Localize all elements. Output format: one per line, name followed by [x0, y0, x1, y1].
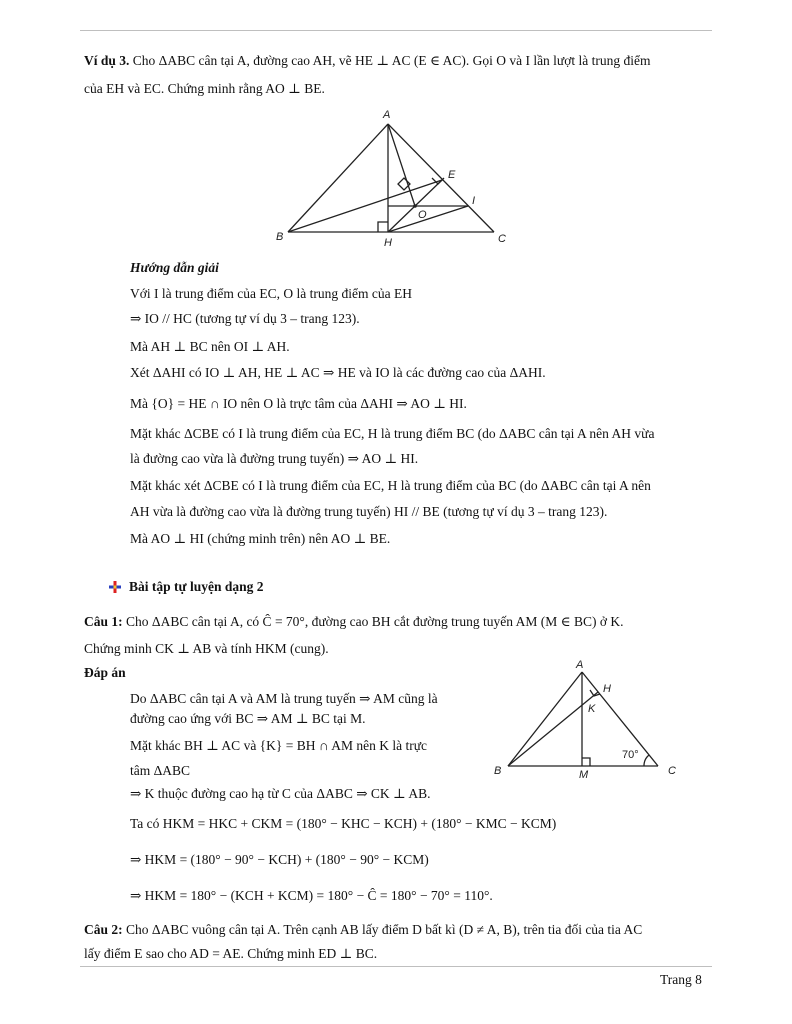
- altitude-bh: [508, 692, 598, 766]
- label-c: C: [668, 765, 676, 777]
- edge-ac: [582, 672, 658, 766]
- label-o: O: [418, 209, 427, 221]
- answer-label: Đáp án: [84, 665, 126, 680]
- solution-line: Mà AH ⊥ BC nên OI ⊥ AH.: [130, 339, 290, 354]
- answer-line: Do ΔABC cân tại A và AM là trung tuyến ⇒ AM cũng là: [130, 691, 438, 706]
- point-o: [413, 204, 417, 208]
- example3-heading: Ví dụ 3.: [84, 53, 130, 68]
- label-b: B: [494, 765, 502, 777]
- solution-line: là đường cao vừa là đường trung tuyến) ⇒ AO ⊥ HI.: [130, 451, 419, 466]
- label-e: E: [448, 169, 456, 181]
- label-m: M: [579, 769, 589, 781]
- example3-line1: [84, 52, 651, 70]
- q1-label: Câu 1:: [84, 614, 123, 629]
- label-h: H: [603, 683, 611, 695]
- label-a: A: [383, 109, 391, 121]
- solution-title: Hướng dẫn giải: [130, 260, 219, 275]
- answer-line: Ta có HKM = HKC + CKM = (180° − KHC − KCH) + (180° − KMC − KCM): [130, 816, 557, 831]
- label-h: H: [384, 237, 392, 249]
- label-i: I: [472, 195, 476, 207]
- solution-line: Mặt khác xét ΔCBE có I là trung điểm của EC, H là trung điểm của BC (do ΔABC cân tại A nên: [130, 478, 651, 493]
- angle-c-arc: [644, 755, 649, 766]
- answer-line: đường cao ứng với BC ⇒ AM ⊥ BC tại M.: [130, 711, 366, 726]
- label-b: B: [276, 231, 284, 243]
- q1-text-line1: Cho ΔABC cân tại A, có Ĉ = 70°, đường cao BH cắt đường trung tuyến AM (M ∈ BC) ở K.: [126, 614, 624, 629]
- example3-problem-line2: của EH và EC. Chứng minh rằng AO ⊥ BE.: [84, 81, 325, 96]
- solution-line: Mà AO ⊥ HI (chứng minh trên) nên AO ⊥ BE.: [130, 531, 391, 546]
- q1-text-line2: Chứng minh CK ⊥ AB và tính HKM (cung).: [84, 641, 329, 656]
- solution-line: AH vừa là đường cao vừa là đường trung tuyến) HI // BE (tương tự ví dụ 3 – trang 123).: [130, 504, 608, 519]
- solution-line: ⇒ IO // HC (tương tự ví dụ 3 – trang 123).: [130, 311, 360, 326]
- answer-line: ⇒ K thuộc đường cao hạ từ C của ΔABC ⇒ CK ⊥ AB.: [130, 786, 431, 801]
- right-angle-h: [378, 222, 388, 232]
- q2-text-line1: Cho ΔABC vuông cân tại A. Trên cạnh AB lấy điểm D bất kì (D ≠ A, B), trên tia đối của tia AC: [126, 922, 643, 937]
- answer-line: ⇒ HKM = (180° − 90° − KCH) + (180° − 90° − KCM): [130, 852, 429, 867]
- example3-problem-line1: Cho ΔABC cân tại A, đường cao AH, vẽ HE ⊥ AC (E ∈ AC). Gọi O và I lần lượt là trung điểm: [132, 53, 651, 68]
- q2-label: Câu 2:: [84, 922, 123, 937]
- label-c: C: [498, 233, 506, 245]
- right-angle-m: [582, 758, 590, 766]
- bullet-cross-icon: [109, 581, 121, 593]
- answer-line: ⇒ HKM = 180° − (KCH + KCM) = 180° − Ĉ = 180° − 70° = 110°.: [130, 888, 493, 903]
- q1-line1: [84, 613, 623, 631]
- example3-figure: [272, 104, 522, 252]
- label-k: K: [588, 703, 596, 715]
- label-a: A: [576, 659, 584, 671]
- solution-line: Mặt khác ΔCBE có I là trung điểm của EC, H là trung điểm BC (do ΔABC cân tại A nên AH vừa: [130, 426, 655, 441]
- footer-rule: [80, 966, 712, 967]
- solution-line: Xét ΔAHI có IO ⊥ AH, HE ⊥ AC ⇒ HE và IO là các đường cao của ΔAHI.: [130, 365, 546, 380]
- solution-line: Mà {O} = HE ∩ IO nên O là trực tâm của ΔAHI ⇒ AO ⊥ HI.: [130, 396, 467, 411]
- answer-line: Mặt khác BH ⊥ AC và {K} = BH ∩ AM nên K là trực: [130, 738, 428, 753]
- q2-line1: [84, 921, 642, 939]
- q2-text-line2: lấy điểm E sao cho AD = AE. Chứng minh ED ⊥ BC.: [84, 946, 378, 961]
- segment-hi: [388, 206, 468, 232]
- solution-line: Với I là trung điểm của EC, O là trung điểm của EH: [130, 286, 412, 301]
- q1-figure: [486, 654, 708, 782]
- section-title: Bài tập tự luyện dạng 2: [129, 579, 264, 594]
- answer-line: tâm ΔABC: [130, 763, 191, 778]
- page-number: Trang 8: [660, 972, 702, 987]
- label-angle: 70°: [622, 749, 639, 761]
- header-rule: [80, 30, 712, 31]
- edge-ab: [508, 672, 582, 766]
